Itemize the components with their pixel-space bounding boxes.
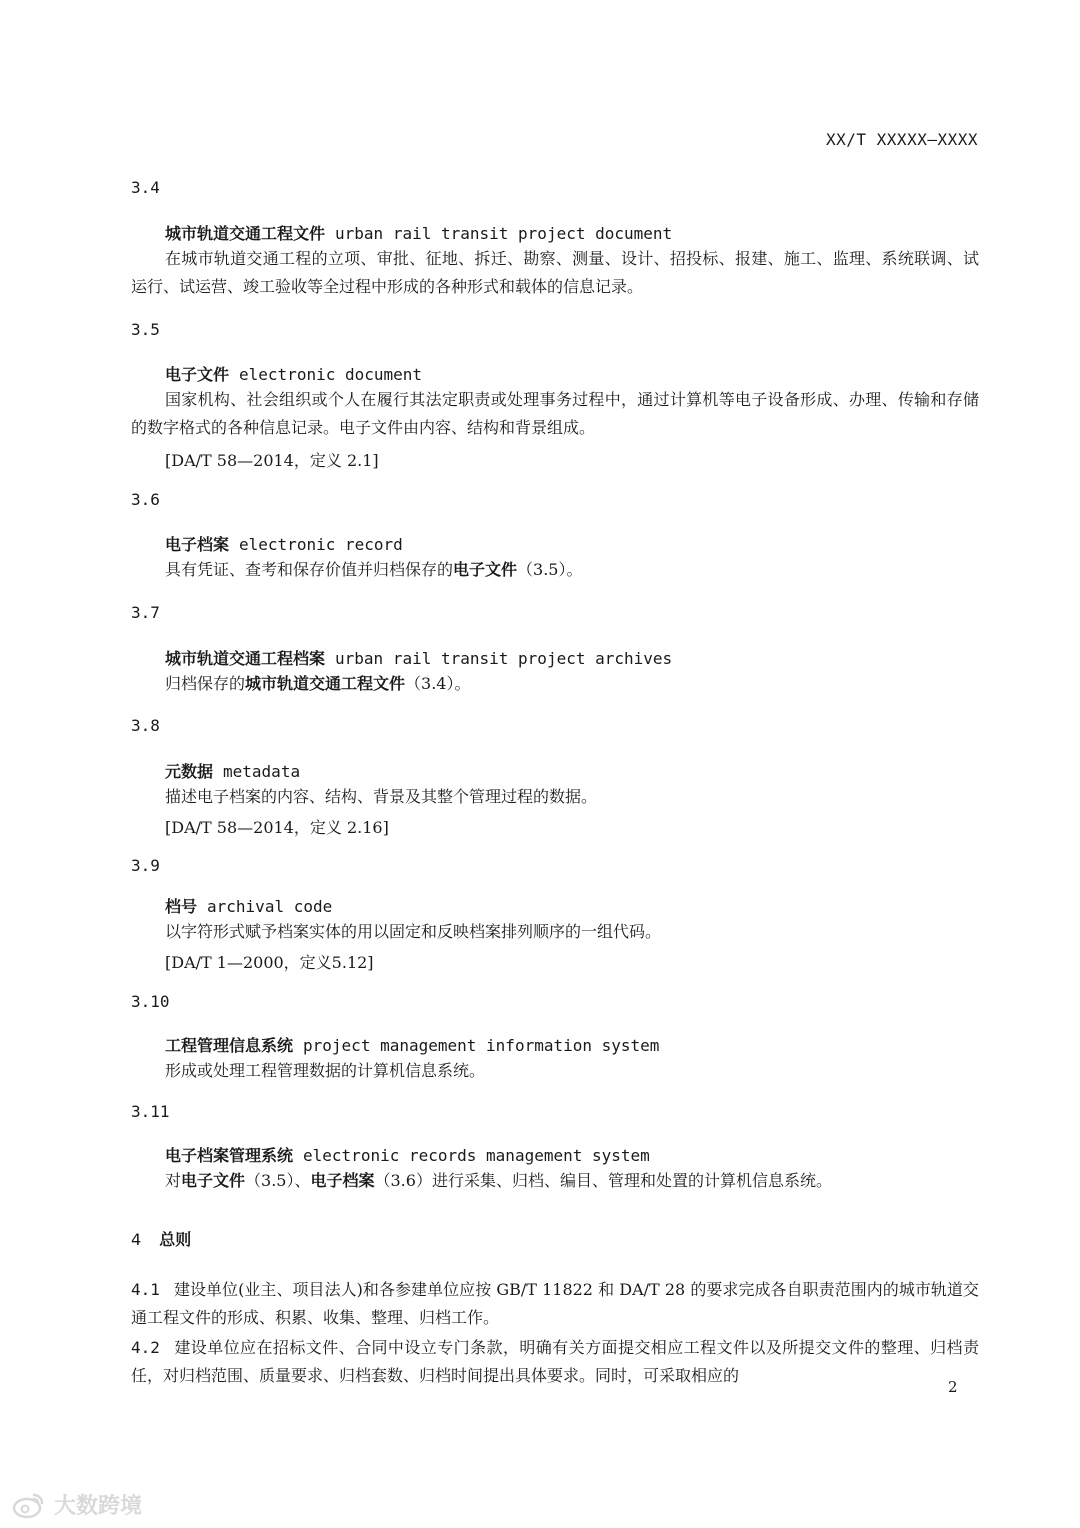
entry-source: [DA/T 58—2014，定义 2.1]	[165, 451, 379, 470]
watermark	[12, 1489, 142, 1520]
term-english: electronic document	[239, 365, 423, 384]
definition-text: （3.5）、	[245, 1171, 311, 1190]
term-chinese: 城市轨道交通工程档案	[165, 649, 326, 668]
entry-term	[165, 646, 672, 669]
entry-number: 3.7	[131, 603, 160, 622]
definition-text: （3.4）。	[405, 674, 471, 693]
definition-text: （3.6）进行采集、归档、编目、管理和处置的计算机信息系统。	[374, 1171, 832, 1190]
term-chinese: 电子档案	[165, 535, 230, 554]
clause	[131, 1334, 979, 1390]
entry-term	[165, 532, 403, 555]
entry-term	[165, 759, 300, 782]
term-english: metadata	[223, 762, 301, 781]
definition-text: 归档保存的	[165, 674, 246, 693]
term-chinese: 城市轨道交通工程文件	[165, 224, 326, 243]
term-english: project management information system	[303, 1036, 660, 1055]
chapter-title: 总则	[159, 1230, 192, 1249]
term-english: urban rail transit project document	[335, 224, 673, 243]
entry-definition: 描述电子档案的内容、结构、背景及其整个管理过程的数据。	[165, 787, 598, 806]
entry-term	[165, 1033, 659, 1056]
clause-number: 4.2	[131, 1338, 160, 1357]
entry-number: 3.11	[131, 1102, 170, 1121]
definition-text: 对	[165, 1171, 182, 1190]
entry-source: [DA/T 1—2000，定义5.12]	[165, 953, 374, 972]
entry-source: [DA/T 58—2014，定义 2.16]	[165, 818, 389, 837]
definition-term-ref: 电子文件	[181, 1171, 246, 1190]
entry-definition: 以字符形式赋予档案实体的用以固定和反映档案排列顺序的一组代码。	[165, 922, 662, 941]
clause-number: 4.1	[131, 1280, 160, 1299]
term-chinese: 电子档案管理系统	[165, 1146, 294, 1165]
document-code: XX/T XXXXX—XXXX	[826, 130, 978, 149]
entry-number: 3.6	[131, 490, 160, 509]
entry-term	[165, 362, 422, 385]
entry-definition	[131, 556, 979, 584]
entry-term	[165, 221, 672, 244]
definition-term-ref: 电子档案	[310, 1171, 375, 1190]
term-chinese: 电子文件	[165, 365, 230, 384]
definition-term-ref: 电子文件	[453, 560, 518, 579]
term-chinese: 档号	[165, 897, 198, 916]
clause-text: 建设单位应在招标文件、合同中设立专门条款，明确有关方面提交相应工程文件以及所提交文件的整理、归档责任，对归档范围、质量要求、归档套数、归档时间提出具体要求。同时，可采取相应的	[131, 1338, 979, 1385]
entry-definition: 在城市轨道交通工程的立项、审批、征地、拆迁、勘察、测量、设计、招投标、报建、施工、监理、系统联调、试运行、试运营、竣工验收等全过程中形成的各种形式和载体的信息记录。	[131, 249, 979, 296]
entry-number: 3.4	[131, 178, 160, 197]
definition-text: （3.5）。	[517, 560, 583, 579]
definition-term-ref: 城市轨道交通工程文件	[245, 674, 406, 693]
chapter-heading	[131, 1227, 191, 1250]
entry-definition	[131, 670, 979, 698]
entry-term	[165, 894, 332, 917]
entry-number: 3.5	[131, 320, 160, 339]
page-number: 2	[948, 1378, 958, 1396]
term-english: electronic records management system	[303, 1146, 650, 1165]
term-chinese: 元数据	[165, 762, 214, 781]
entry-definition	[131, 1167, 979, 1195]
term-english: archival code	[207, 897, 333, 916]
chapter-number: 4	[131, 1230, 142, 1249]
entry-number: 3.10	[131, 992, 170, 1011]
term-english: electronic record	[239, 535, 403, 554]
definition-text: 具有凭证、查考和保存价值并归档保存的	[165, 560, 454, 579]
clause	[131, 1276, 979, 1332]
weibo-logo-icon	[12, 1491, 46, 1519]
clause-text: 建设单位(业主、项目法人)和各参建单位应按 GB/T 11822 和 DA/T 28 的要求完成各自职责范围内的城市轨道交通工程文件的形成、积累、收集、整理、归档工作。	[131, 1280, 979, 1327]
entry-term	[165, 1143, 650, 1166]
entry-number: 3.9	[131, 856, 160, 875]
entry-definition: 形成或处理工程管理数据的计算机信息系统。	[165, 1061, 486, 1080]
entry-definition: 国家机构、社会组织或个人在履行其法定职责或处理事务过程中，通过计算机等电子设备形成、办理、传输和存储的数字格式的各种信息记录。电子文件由内容、结构和背景组成。	[131, 390, 979, 437]
watermark-text: 大数跨境	[54, 1494, 143, 1519]
term-chinese: 工程管理信息系统	[165, 1036, 294, 1055]
term-english: urban rail transit project archives	[335, 649, 673, 668]
entry-number: 3.8	[131, 716, 160, 735]
